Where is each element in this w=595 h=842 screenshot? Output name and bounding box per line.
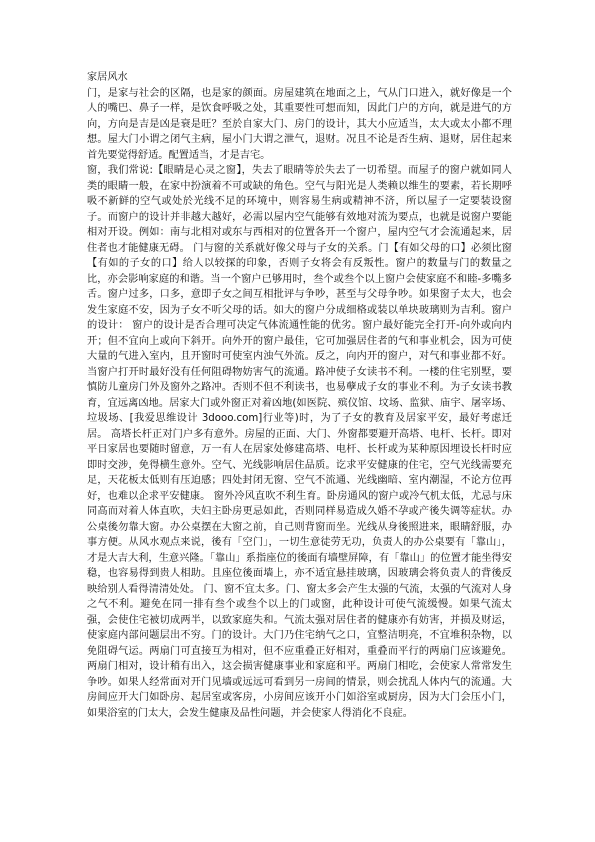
document-page: [87, 70, 512, 721]
paragraph-window: 窗，我们常说:【眼睛是心灵之窗】，失去了眼睛等於失去了一切希望。而屋子的窗户就如同人类的眼睛一般，在家中扮演着不可或缺的角色。空气与阳光是人类赖以维生的要素，若长期呼吸不新鲜的空气或处於光线不足的环境中，则容易生病或精神不济，所以屋子一定要装设窗子。而窗户的设计并非越大越好，必需以屋内空气能够有效地对流为要点，也就是说窗户要能相对开设。例如：南与北相对或东与西相对的位置各开一个窗户，屋内空气才会流通起来，居住者也才能健康无碍。 门与窗的关系就好像父母与子女的关系。门【有如父母的口】必须比窗【有如的子女的口】给人以较探的印象，否则子女将会有反叛性。窗户的数量与门的数量之比，亦会影响家庭的和谐。当一个窗户已够用时，叁个或叁个以上窗户会使家庭不和睦-多嘴多舌。窗户过多，口多，意即子女之间互相批评与争吵，甚至与父母争吵。如果窗子太大，也会发生家庭不安，因为子女不听父母的话。如大的窗户分成细格或装以单块玻璃则为吉利。窗户的设计： 窗户的设计是否合理可决定气体流通性能的优劣。窗户最好能完全打开-向外或向内开；但不宜向上或向下斜开。向外开的窗户最佳，它可加强居住者的气和事业机会，因为可使大量的气进入室内，且开窗时可使室内浊气外流。反之，向内开的窗户，对气和事业都不好。当窗户打开时最好没有任何阻碍物妨害气的流通。路冲使子女读书不利。一楼的住宅别墅，要慎防儿童房门外及窗外之路冲。否则不但不利读书，也易孽成子女的事业不利。为子女读书教育，宜远离凶地。居家大门或外窗正对着凶地(如医院、殡仪馆、坟场、监狱、庙宇、屠宰场、垃圾场、[我爱思维设计 3dooo.com]行业等)时，为了子女的教育及居家平安，最好考虑迁居。 高塔长杆正对门户多有意外。房屋的正面、大门、外窗都要避开高塔、电杆、长杆。即对平日家居也要随时留意，万一有人在居家处修建高塔、电杆、长杆或为某种原因埋设长杆时应即时交涉，免得横生意外。空气、光线影响居住品质。讫求平安健康的住宅，空气光线需要充足，天花板太低则有压迫感；四处封闭无窗、空气不流通、光线幽暗、室内潮湿，不论方位再好，也难以企求平安健康。 窗外冷风直吹不利生育。卧房通风的窗户或冷气机太低，尤忌与床同高而对着人体直吹，夫妇主卧房更忌如此，否则同样易造成久婚不孕或产後失调等症状。办公桌後勿靠大窗。办公桌摆在大窗之前，自己则背窗而坐。光线从身後照进来，眼睛舒服，办事方便。从风水观点来说，後有「空门」，一切生意徒劳无功，负责人的办公桌要有「靠山」，才是大吉大利，生意兴隆。「靠山」系指座位的後面有墙壁屏障，有「靠山」的位置才能坐得安稳，也容易得到贵人相助。且座位後面墙上，亦不适宜悬挂玻璃，因玻璃会将负责人的背後反映给别人看得清清处处。 门、窗不宜太多。门、窗太多会产生太强的气流，太强的气流对人身之气不利。避免在同一排有叁个或叁个以上的门或窗，此种设计可使气流缓慢。如果气流太强，会使住宅被切成两半，以致家庭失和。气流太强对居住者的健康亦有妨害，并损及财运，使家庭内部问题层出不穷。门的设计。大门乃住宅纳气之口，宜整洁明亮，不宜堆积杂物，以免阻碍气运。两扇门可直接互为相对，但不应重叠正好相对，重叠而平行的两扇门应该避免。两扇门相对，设计稍有出入，这会损害健康事业和家庭和平。两扇门相吃，会使家人常常发生争吵。如果人经常面对开门见墙或远远可看到另一房间的情景，则会扰乱人体内气的流通。大房间应开大门如卧房、起居室或客房，小房间应该开小门如浴室或厨房，因为大门会压小门，如果浴室的门太大，会发生健康及品性问题，并会使家人得消化不良症。: [87, 165, 512, 719]
document-title: 家居风水: [87, 72, 128, 83]
paragraph-door: 门，是家与社会的区隔，也是家的颜面。房屋建筑在地面之上，气从门口进入，就好像是一个人的嘴巴、鼻子一样，是饮食呼吸之处，其重要性可想而知，因此门户的方向，就是进气的方向，方向是吉是凶是衰是旺？至於自家大门、房门的设计，其大小应适当，太大或太小都不理想。屋大门小谓之闭气主病，屋小门大谓之泄气，退财。况且不论是否生病、退财，居住起来首先要觉得舒适。配置适当，才是吉宅。: [87, 87, 512, 161]
